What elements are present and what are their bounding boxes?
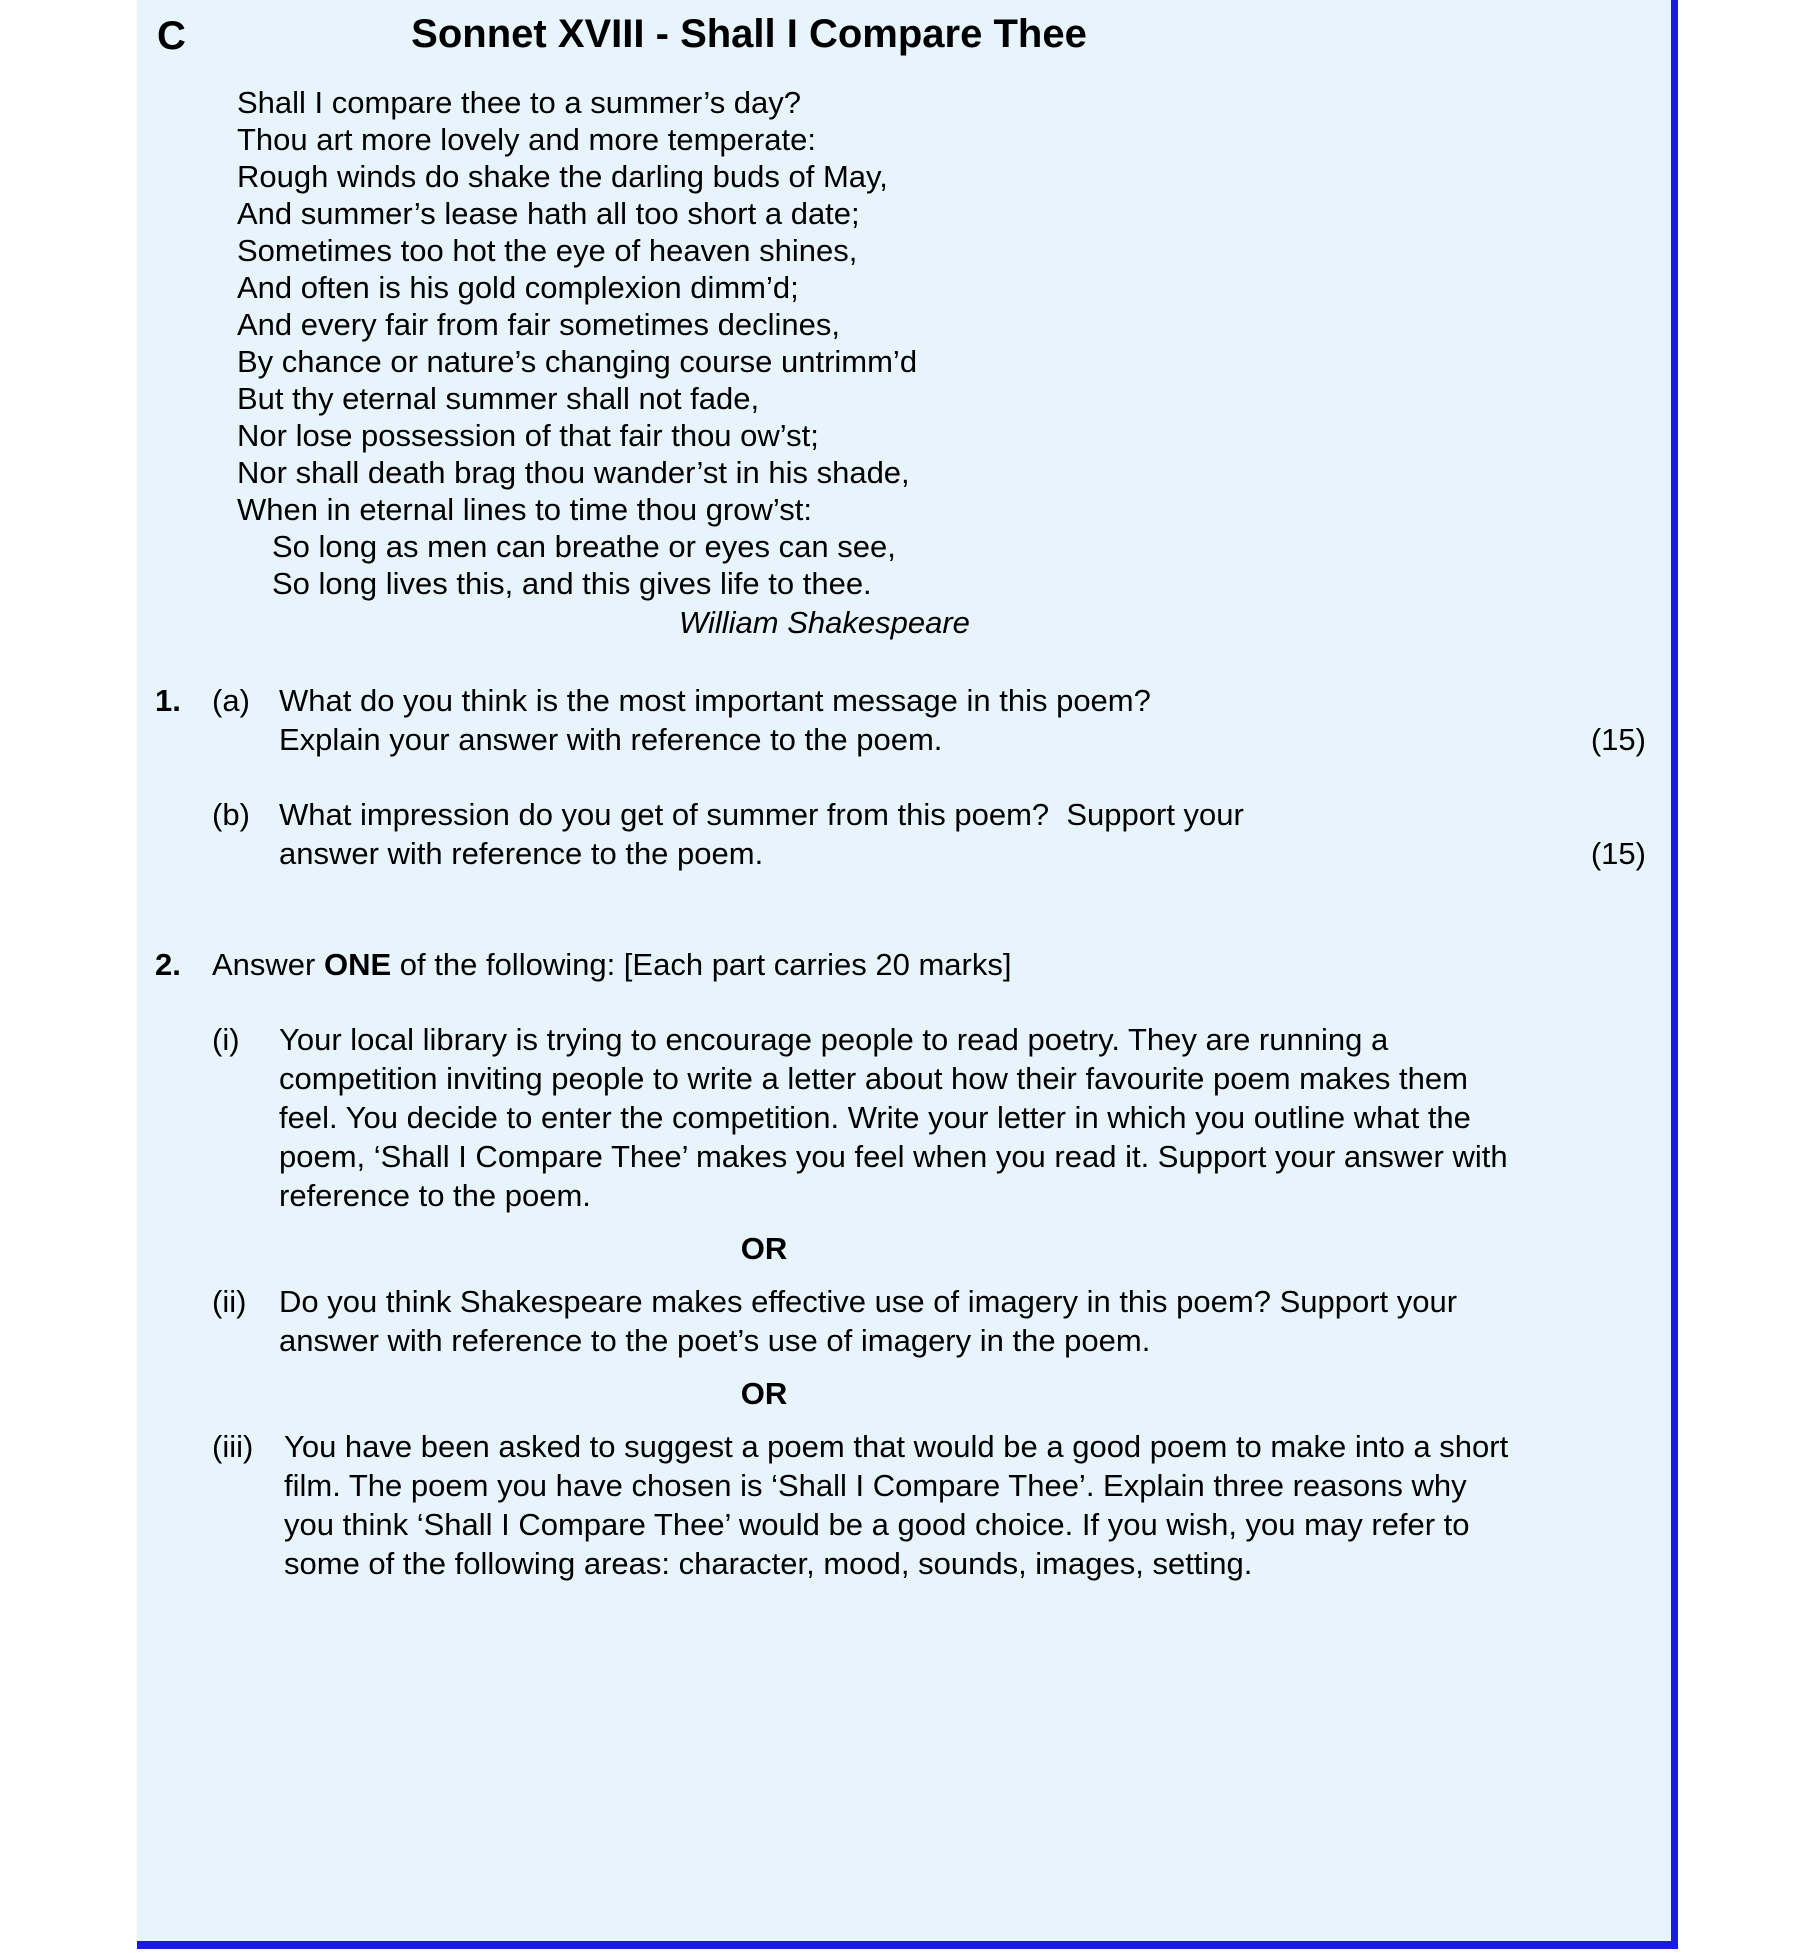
poem-couplet-line: So long as men can breathe or eyes can see, — [272, 529, 896, 564]
question-2-stem-body — [212, 945, 1671, 984]
poem-line: Thou art more lovely and more temperate: — [237, 122, 816, 157]
marks-badge: (15) — [1590, 836, 1646, 871]
section-letter: C — [157, 14, 186, 58]
question-1b-body — [279, 795, 1671, 873]
question-1a — [137, 681, 1671, 759]
poem-line: But thy eternal summer shall not fade, — [237, 381, 760, 416]
or-separator-1: OR — [740, 1231, 788, 1266]
page-title: Sonnet XVIII - Shall I Compare Thee — [411, 12, 1087, 56]
question-2ii — [137, 1282, 1671, 1360]
part-label-b: (b) — [212, 797, 250, 832]
poem-line: When in eternal lines to time thou grow’st: — [237, 492, 812, 527]
poem-block — [137, 84, 1671, 641]
poem-couplet-line: So long lives this, and this gives life to thee. — [272, 566, 872, 601]
poem-line: Shall I compare thee to a summer’s day? — [237, 85, 802, 120]
part-label-i: (i) — [212, 1022, 240, 1057]
question-2i-body: Your local library is trying to encourage people to read poetry. They are running a competition inviting people to write a letter about how their favourite poem makes them feel. You decide to enter the competition. Write your letter in which you outline what the poem, ‘Shall I Compare Thee’ makes you feel when you read it. Support your answer with reference to the poem. — [279, 1022, 1508, 1213]
question-1a-body — [279, 681, 1671, 759]
question-2i — [137, 1020, 1671, 1215]
poem-line: By chance or nature’s changing course untrimm’d — [237, 344, 918, 379]
spacer — [137, 759, 1671, 795]
or-separator-2: OR — [740, 1376, 788, 1411]
exam-paper-panel — [137, 0, 1678, 1949]
poem-line: Nor lose possession of that fair thou ow’st; — [237, 418, 819, 453]
poem-line: And every fair from fair sometimes declines, — [237, 307, 840, 342]
question-text-line: What do you think is the most important message in this poem? — [279, 683, 1151, 718]
poem-attribution: William Shakespeare — [679, 605, 970, 640]
question-stem-emphasis: ONE — [323, 947, 392, 982]
poem-line: Sometimes too hot the eye of heaven shines, — [237, 233, 858, 268]
question-2-stem — [137, 945, 1671, 984]
spacer — [137, 984, 1671, 1020]
spacer — [137, 873, 1671, 945]
poem-line: And summer’s lease hath all too short a date; — [237, 196, 860, 231]
question-2ii-body: Do you think Shakespeare makes effective use of imagery in this poem? Support your answer with reference to the poet’s use of imagery in the poem. — [279, 1284, 1458, 1358]
question-2iii — [137, 1427, 1671, 1583]
paper-header — [137, 0, 1671, 72]
question-text-line: What impression do you get of summer from this poem? Support your — [279, 797, 1244, 832]
part-label-ii: (ii) — [212, 1284, 247, 1319]
poem-line: Rough winds do shake the darling buds of May, — [237, 159, 888, 194]
poem-line: And often is his gold complexion dimm’d; — [237, 270, 799, 305]
part-label-iii: (iii) — [212, 1429, 254, 1464]
question-stem-before: Answer — [212, 947, 324, 982]
question-number-2: 2. — [155, 947, 181, 982]
part-label-a: (a) — [212, 683, 250, 718]
questions-section — [137, 681, 1671, 1583]
question-stem-after: of the following: [Each part carries 20 marks] — [391, 947, 1012, 982]
question-1b — [137, 795, 1671, 873]
poem-line: Nor shall death brag thou wander’st in his shade, — [237, 455, 910, 490]
question-2iii-body: You have been asked to suggest a poem that would be a good poem to make into a short film. The poem you have chosen is ‘Shall I Compare Thee’. Explain three reasons why you think ‘Shall I Compare Thee’ would be a good choice. If you wish, you may refer to some of the following areas: character, mood, sounds, images, setting. — [284, 1429, 1509, 1581]
question-text-line: Explain your answer with reference to the poem. — [279, 722, 943, 757]
marks-badge: (15) — [1590, 722, 1646, 757]
question-text-line: answer with reference to the poem. — [279, 836, 764, 871]
question-number-1: 1. — [155, 683, 181, 718]
